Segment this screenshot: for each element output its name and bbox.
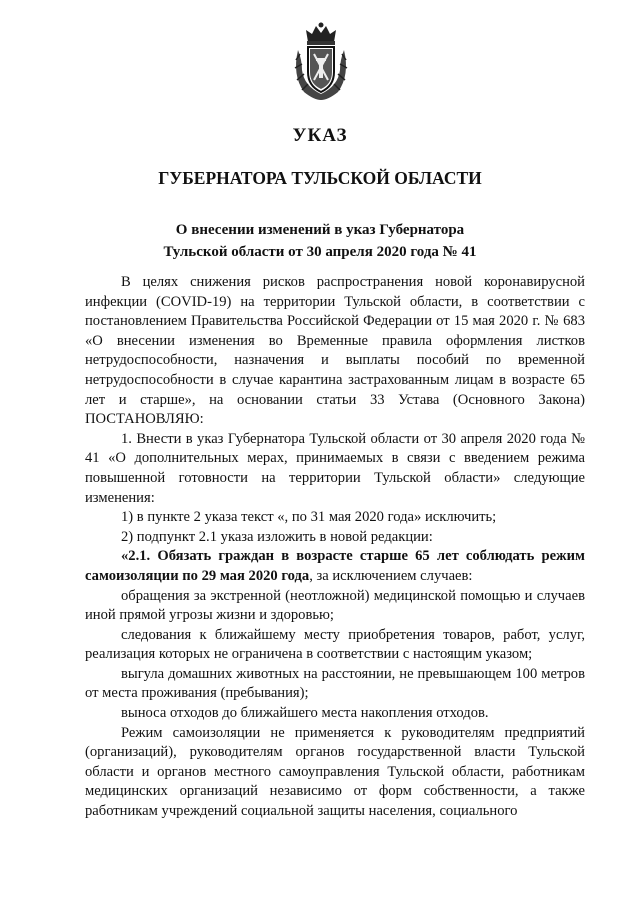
paragraph-1: В целях снижения рисков распространения новой коронавирусной инфекции (COVID-19) на территории Тульской области, в соответствии с постановлением Правительства Российской Федерации от 15 мая 2020 г. № 683 «О внесении изменения во Временные правила оформления листков нетрудоспособности, назначения и выплаты пособий по временной нетрудоспособности в случае карантина застрахованным лицам в возрасте 65 лет и старше», на основании статьи 33 Устава (Основного Закона) ПОСТАНОВЛЯЮ: xyxy=(85,274,585,428)
tula-coat-of-arms-icon xyxy=(290,20,352,102)
document-title: УКАЗ xyxy=(292,125,348,146)
document-body xyxy=(85,273,585,822)
paragraph-6: обращения за экстренной (неотложной) медицинской помощью и случаев иной прямой угрозы жизни и здоровью; xyxy=(85,587,585,624)
document-heading xyxy=(0,219,640,263)
paragraph-7: следования к ближайшему месту приобретения товаров, работ, услуг, реализация которых не ограничена в соответствии с настоящим указом; xyxy=(85,626,585,663)
paragraph-2: 1. Внести в указ Губернатора Тульской области от 30 апреля 2020 года № 41 «О дополнительных мерах, принимаемых в связи с введением режима повышенной готовности на территории Тульской области» следующие изменения: xyxy=(85,430,585,506)
paragraph-4: 2) подпункт 2.1 указа изложить в новой редакции: xyxy=(121,528,433,545)
heading-line-1: О внесении изменений в указ Губернатора xyxy=(175,222,465,238)
heading-line-2: Тульской области от 30 апреля 2020 года № 41 xyxy=(163,244,477,260)
paragraph-10: Режим самоизоляции не применяется к руководителям предприятий (организаций), руководителям органов государственной власти Тульской области и органов местного самоуправления Тульской области, работникам медицинских организаций независимо от форм собственности, а также работникам учреждений социальной защиты населения, социального xyxy=(85,724,585,820)
paragraph-5 xyxy=(85,547,585,586)
document-subtitle: ГУБЕРНАТОРА ТУЛЬСКОЙ ОБЛАСТИ xyxy=(158,168,482,188)
paragraph-5-rest: , за исключением случаев: xyxy=(309,567,473,584)
paragraph-3: 1) в пункте 2 указа текст «, по 31 мая 2020 года» исключить; xyxy=(121,509,497,526)
paragraph-8: выгула домашних животных на расстоянии, не превышающем 100 метров от места проживания (пребывания); xyxy=(85,665,585,702)
paragraph-9: выноса отходов до ближайшего места накопления отходов. xyxy=(121,705,489,722)
paragraph-5-bold: «2.1. Обязать граждан в возрасте старше 65 лет соблюдать режим самоизоляции по 29 мая 2020 года xyxy=(85,548,585,584)
